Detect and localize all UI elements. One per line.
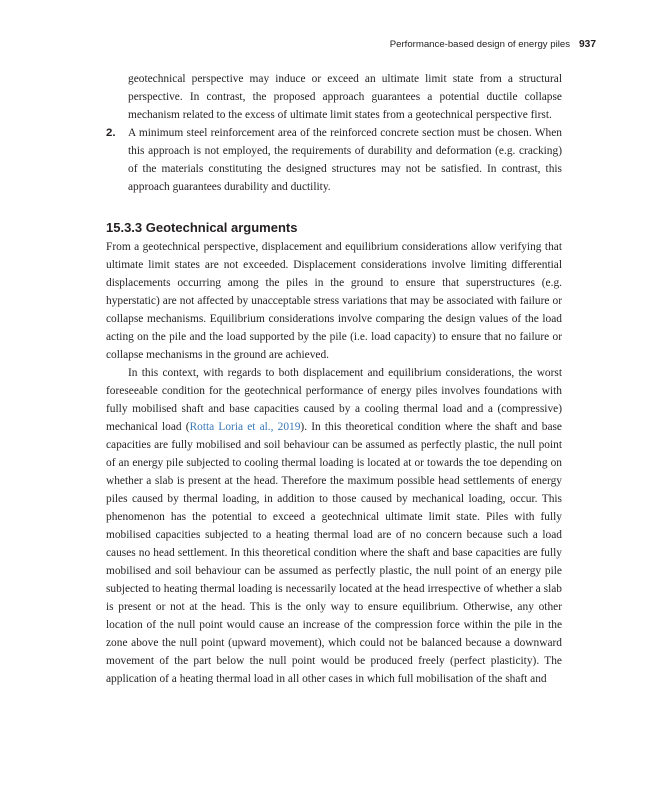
list-item-text: A minimum steel reinforcement area of the reinforced concrete section must be chosen. When this approach is not employed, the requirements of durability and deformation (e.g. cracking) of the materials constituting the designed structures may not be satisfied. In contrast, this approach guarantees durability and ductility.: [128, 127, 562, 193]
paragraph-2-text-after: ). In this theoretical condition where the shaft and base capacities are fully mobilised and soil behaviour can be assumed as perfectly plastic, the null point of an energy pile subjected to cooling thermal loading is located at or towards the toe depending on whether a slab is present at the head. Therefore the maximum possible head settlements of energy piles caused by thermal loading, in addition to those caused by mechanical loading, occur. This phenomenon has the potential to exceed a geotechnical ultimate limit state. Piles with fully mobilised capacities subjected to a heating thermal load are of no concern because such a load causes no head settlement. In this theoretical condition where the shaft and base capacities are fully mobilised and soil behaviour can be assumed as perfectly plastic, the null point of an energy pile subjected to heating thermal loading is necessarily located at the head irrespective of whether a slab is present or not at the head. This is the only way to ensure equilibrium. Otherwise, any other location of the null point would cause an increase of the compression force within the pile in the zone above the null point (upward movement), which could not be balanced because a downward movement of the part below the null point would be produced freely (perfect plasticity). The application of a heating thermal load in all other cases in which full mobilisation of the shaft and: [106, 421, 562, 685]
paragraph-2: [106, 364, 562, 688]
paragraph-2-text-before: In this context, with regards to both displacement and equilibrium considerations, the worst foreseeable condition for the geotechnical performance of energy piles involves foundations with fully mobilised shaft and base capacities caused by a cooling thermal load and a (compressive) mechanical load (: [106, 367, 562, 433]
running-header: [390, 39, 596, 50]
list-item-number: 2.: [106, 127, 116, 139]
list-item-2: [106, 124, 562, 196]
citation-link[interactable]: Rotta Loria et al., 2019: [189, 421, 301, 433]
running-title: Performance-based design of energy piles: [389, 39, 570, 50]
list-item-1-continuation: geotechnical perspective may induce or exceed an ultimate limit state from a structural perspective. In contrast, the proposed approach guarantees a potential ductile collapse mechanism related to the excess of ultimate limit states from a geotechnical perspective first.: [128, 73, 562, 121]
page-number: 937: [579, 39, 596, 50]
section-heading: 15.3.3 Geotechnical arguments: [106, 220, 298, 235]
body-text: [106, 70, 562, 688]
paragraph-1: From a geotechnical perspective, displacement and equilibrium considerations allow verifying that ultimate limit states are not exceeded. Displacement considerations involve limiting differential displacements occurring among the piles in the ground to ensure that superstructures (e.g. hyperstatic) are not affected by unacceptable stress variations that may be associated with failure or collapse mechanisms. Equilibrium considerations involve comparing the design values of the load acting on the pile and the load supported by the pile (i.e. load capacity) to ensure that no failure or collapse mechanisms in the ground are achieved.: [106, 241, 562, 361]
